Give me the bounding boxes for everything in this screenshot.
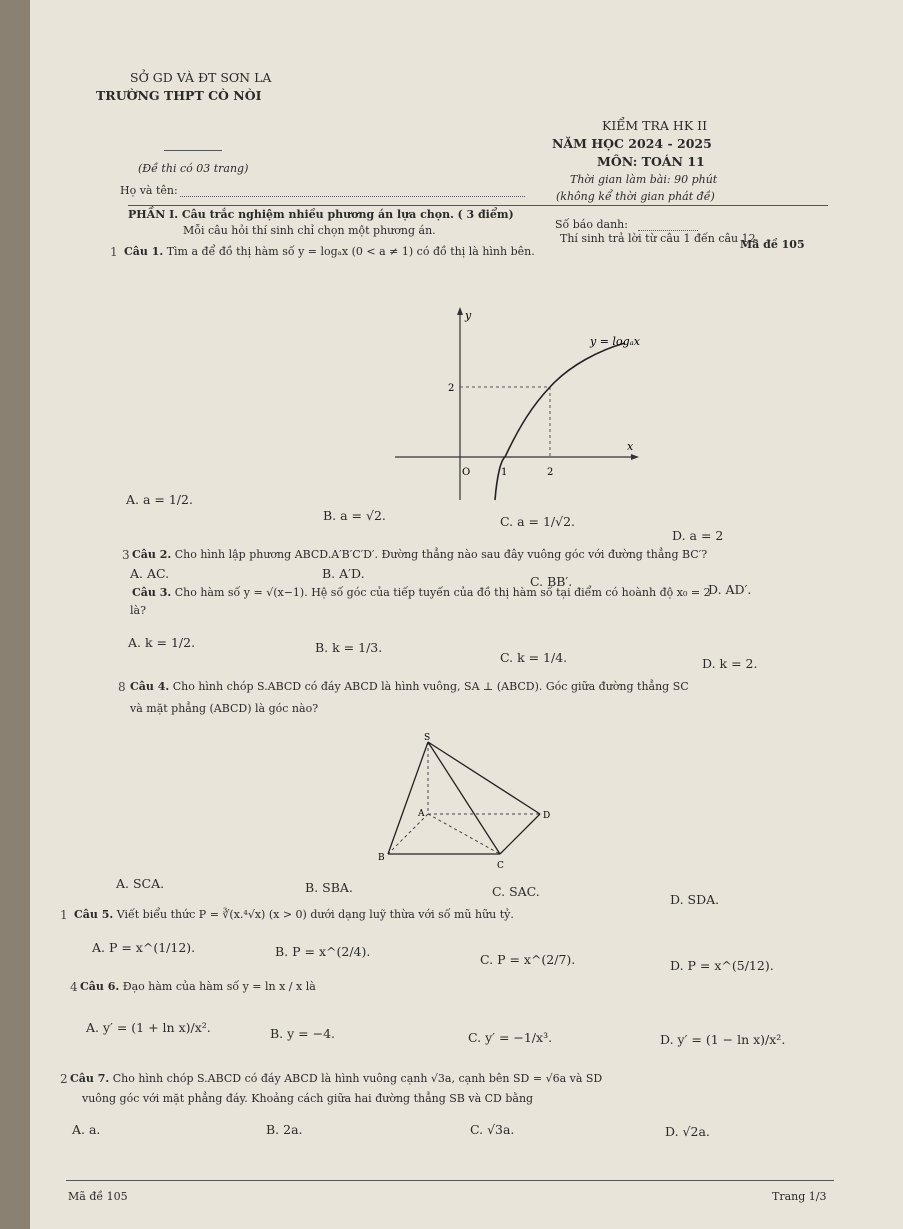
graph-x-axis-label: x (627, 440, 634, 453)
header-rule (128, 205, 828, 206)
vertex-a: A (418, 809, 425, 819)
margin-mark: 1 (110, 245, 118, 259)
q4-option-a[interactable]: A. SCA. (116, 876, 165, 891)
footer-exam-code: Mã đề 105 (68, 1190, 128, 1203)
q6-option-d[interactable]: D. y′ = (1 − ln x)/x². (660, 1032, 786, 1047)
q5-option-b[interactable]: B. P = x^(2/4). (275, 944, 371, 959)
vertex-b: B (378, 853, 385, 863)
school-name: TRƯỜNG THPT CÒ NÒI (96, 88, 262, 103)
q7-text: Cho hình chóp S.ABCD có đáy ABCD là hình vuông cạnh √3a, cạnh bên SD = √6a và SD (112, 1072, 603, 1085)
q5-option-c[interactable]: C. P = x^(2/7). (480, 952, 576, 967)
q5-label: Câu 5. (74, 908, 114, 921)
footer-rule (66, 1180, 834, 1181)
part1-score: ( 3 điểm) (457, 208, 514, 221)
log-graph (385, 305, 645, 505)
exam-paper (30, 0, 903, 1229)
graph-curve-label: y = logₐx (590, 335, 640, 348)
q4-label: Câu 4. (130, 680, 170, 693)
q1-option-a[interactable]: A. a = 1/2. (126, 492, 193, 507)
q3-option-c[interactable]: C. k = 1/4. (500, 650, 568, 665)
q6-option-a[interactable]: A. y′ = (1 + ln x)/x². (86, 1020, 211, 1035)
q6-option-b[interactable]: B. y = −4. (270, 1026, 336, 1041)
q7-option-b[interactable]: B. 2a. (266, 1122, 303, 1137)
question-7 (70, 1072, 602, 1085)
q4-text: Cho hình chóp S.ABCD có đáy ABCD là hình vuông, SA ⊥ (ABCD). Góc giữa đường thẳng SC (172, 680, 689, 693)
margin-mark: 8 (118, 680, 126, 694)
part1-title: PHẦN I. Câu trắc nghiệm nhiều phương án lựa chọn. (128, 208, 454, 221)
vertex-d: D (543, 811, 551, 821)
q2-option-b[interactable]: B. A′D. (322, 566, 365, 581)
part1-instructions: Thí sinh trả lời từ câu 1 đến câu 12. (560, 232, 760, 245)
q1-text: Tìm a để đồ thị hàm số y = logₐx (0 < a ≠ 1) có đồ thị là hình bên. (166, 245, 535, 258)
q7-option-a[interactable]: A. a. (72, 1122, 101, 1137)
q4-option-c[interactable]: C. SAC. (492, 884, 540, 899)
question-5 (74, 908, 514, 921)
question-1 (124, 245, 535, 258)
id-field (638, 230, 698, 231)
vertex-s: S (424, 733, 431, 743)
q2-option-a[interactable]: A. AC. (130, 566, 170, 581)
q2-label: Câu 2. (132, 548, 172, 561)
q5-option-a[interactable]: A. P = x^(1/12). (92, 940, 196, 955)
q4-option-b[interactable]: B. SBA. (305, 880, 353, 895)
q3-text-2: là? (130, 604, 146, 617)
pyramid-figure (360, 732, 570, 877)
pages-note: (Đề thi có 03 trang) (138, 162, 249, 175)
question-6 (80, 980, 316, 993)
time-note: (không kể thời gian phát đề) (556, 190, 715, 203)
exam-title: KIỂM TRA HK II (602, 118, 708, 133)
q6-label: Câu 6. (80, 980, 120, 993)
q4-option-d[interactable]: D. SDA. (670, 892, 720, 907)
q3-option-b[interactable]: B. k = 1/3. (315, 640, 383, 655)
q2-option-d[interactable]: D. AD′. (708, 582, 752, 597)
q5-text: Viết biểu thức P = ∛(x.⁴√x) (x > 0) dưới dạng luỹ thừa với số mũ hữu tỷ. (116, 908, 514, 921)
exam-time: Thời gian làm bài: 90 phút (570, 173, 718, 186)
margin-mark: 3 (122, 548, 130, 562)
q6-text: Đạo hàm của hàm số y = ln x / x là (122, 980, 316, 993)
footer-page-number: Trang 1/3 (772, 1190, 827, 1203)
part1-sub: Mỗi câu hỏi thí sinh chỉ chọn một phương án. (183, 224, 436, 237)
q3-label: Câu 3. (132, 586, 172, 599)
q6-option-c[interactable]: C. y′ = −1/x³. (468, 1030, 553, 1045)
q5-option-d[interactable]: D. P = x^(5/12). (670, 958, 774, 973)
part1-heading (128, 208, 514, 221)
q7-option-d[interactable]: D. √2a. (665, 1124, 710, 1139)
graph-y-axis-label: y (465, 309, 472, 322)
graph-tick-y2: 2 (448, 383, 455, 394)
q1-option-b[interactable]: B. a = √2. (323, 508, 386, 523)
q3-option-d[interactable]: D. k = 2. (702, 656, 758, 671)
question-2 (132, 548, 707, 561)
department-name: SỞ GD VÀ ĐT SƠN LA (130, 70, 272, 85)
q1-label: Câu 1. (124, 245, 164, 258)
graph-tick-x2: 2 (547, 467, 554, 478)
margin-mark: 1 (60, 908, 68, 922)
id-label: Số báo danh: (555, 218, 628, 231)
exam-code: Mã đề 105 (740, 238, 805, 251)
question-3 (132, 586, 711, 599)
margin-mark: 4 (70, 980, 78, 994)
q7-option-c[interactable]: C. √3a. (470, 1122, 515, 1137)
margin-mark: 2 (60, 1072, 68, 1086)
q1-option-d[interactable]: D. a = 2 (672, 528, 724, 543)
vertex-c: C (497, 861, 504, 871)
q7-label: Câu 7. (70, 1072, 110, 1085)
q2-option-c[interactable]: C. BB′. (530, 574, 573, 589)
name-label: Họ và tên: (120, 184, 178, 197)
subject: MÔN: TOÁN 11 (597, 154, 705, 169)
q7-text-2: vuông góc với mặt phẳng đáy. Khoảng cách giữa hai đường thẳng SB và CD bằng (82, 1092, 534, 1105)
q2-text: Cho hình lập phương ABCD.A′B′C′D′. Đường thẳng nào sau đây vuông góc với đường thẳng BC′? (174, 548, 708, 561)
q3-text: Cho hàm số y = √(x−1). Hệ số góc của tiếp tuyến của đồ thị hàm số tại điểm có hoành độ x₀ = 2 (174, 586, 711, 599)
q3-option-a[interactable]: A. k = 1/2. (128, 635, 196, 650)
graph-tick-x1: 1 (501, 467, 508, 478)
q4-text-2: và mặt phẳng (ABCD) là góc nào? (130, 702, 319, 715)
graph-origin: O (462, 467, 471, 478)
q1-option-c[interactable]: C. a = 1/√2. (500, 514, 575, 529)
divider (164, 150, 222, 151)
name-field (180, 196, 525, 197)
school-year: NĂM HỌC 2024 - 2025 (552, 136, 712, 151)
question-4 (130, 680, 689, 693)
